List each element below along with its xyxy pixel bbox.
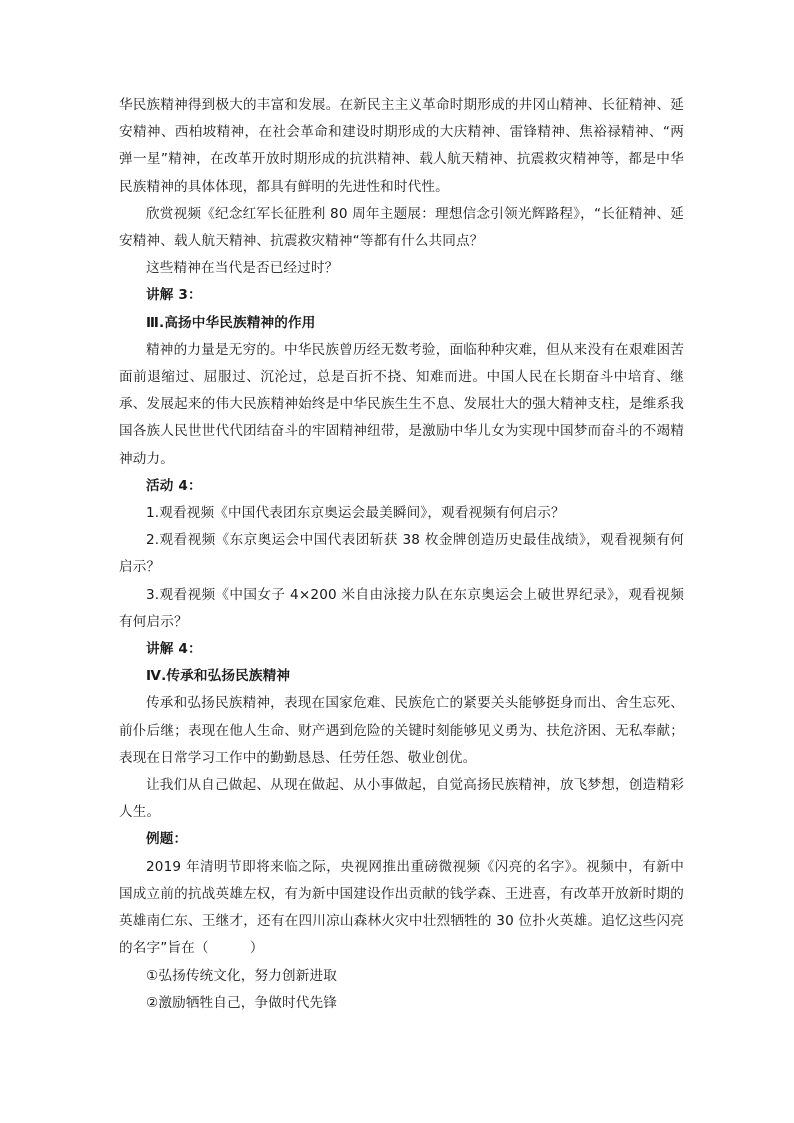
answer-option-1: ①弘扬传统文化，努力创新进取 (146, 967, 338, 984)
paragraph-video-question: 欣赏视频《纪念红军长征胜利 80 周年主题展：理想信念引领光辉路程》，“长征精神、延安精神、载人航天精神、抗震救灾精神“等都有什么共同点？ (119, 205, 684, 250)
activity-question-2: 2.观看视频《东京奥运会中国代表团斩获 38 枚金牌创造历史最佳战绩》，观看视频有何启示？ (119, 532, 684, 576)
heading-section-3: Ⅲ.高扬中华民族精神的作用 (146, 314, 316, 331)
paragraph-example-question: 2019 年清明节即将来临之际，央视网推出重磅微视频《闪亮的名字》。视频中，有新中国成立前的抗战英雄左权，有为新中国建设作出贡献的钱学森、王进喜，有改革开放新时期的英雄南仁东、王继才，还有在四川凉山森林火灾中壮烈牺牲的 30 位扑火英雄。追忆这些闪亮的名字”旨在（ ） (119, 858, 684, 957)
paragraph-national-spirit-examples: 华民族精神得到极大的丰富和发展。在新民主主义革命时期形成的井冈山精神、长征精神、延安精神、西柏坡精神，在社会革命和建设时期形成的大庆精神、雷锋精神、焦裕禄精神、“两弹一星”精神，在改革开放时期形成的抗洪精神、载人航天精神、抗震救灾精神等，都是中华民族精神的具体体现，都具有鲜明的先进性和时代性。 (119, 97, 684, 195)
heading-activity-4: 活动 4： (146, 477, 202, 494)
activity-question-3: 3.观看视频《中国女子 4×200 米自由泳接力队在东京奥运会上破世界纪录》，观看视频有何启示？ (119, 586, 684, 630)
activity-question-1: 1.观看视频《中国代表团东京奥运会最美瞬间》，观看视频有何启示？ (146, 505, 565, 522)
document-body (119, 92, 684, 1017)
heading-lecture-3: 讲解 3： (146, 287, 202, 304)
heading-lecture-4: 讲解 4： (146, 641, 202, 658)
answer-option-2: ②激励牺牲自己，争做时代先锋 (146, 994, 338, 1011)
paragraph-outdated-question: 这些精神在当代是否已经过时？ (146, 260, 339, 277)
heading-section-4: Ⅳ.传承和弘扬民族精神 (146, 668, 291, 685)
paragraph-call-to-action: 让我们从自己做起、从现在做起、从小事做起，自觉高扬民族精神，放飞梦想，创造精彩人生。 (119, 777, 684, 821)
heading-example: 例题： (146, 831, 188, 848)
paragraph-spirit-power: 精神的力量是无穷的。中华民族曾历经无数考验，面临种种灾难，但从来没有在艰难困苦面前退缩过、屈服过、沉沦过，总是百折不挠、知难而进。中国人民在长期奋斗中培育、继承、发展起来的伟大民族精神始终是中华民族生生不息、发展壮大的强大精神支柱，是维系我国各族人民世世代代团结奋斗的牢固精神纽带，是激励中华儿女为实现中国梦而奋斗的不竭精神动力。 (119, 341, 684, 467)
paragraph-inherit-spirit: 传承和弘扬民族精神，表现在国家危难、民族危亡的紧要关头能够挺身而出、舍生忘死、前仆后继；表现在他人生命、财产遇到危险的关键时刻能够见义勇为、扶危济困、无私奉献；表现在日常学习工作中的勤勤恳恳、任劳任怨、敬业创优。 (119, 695, 684, 766)
